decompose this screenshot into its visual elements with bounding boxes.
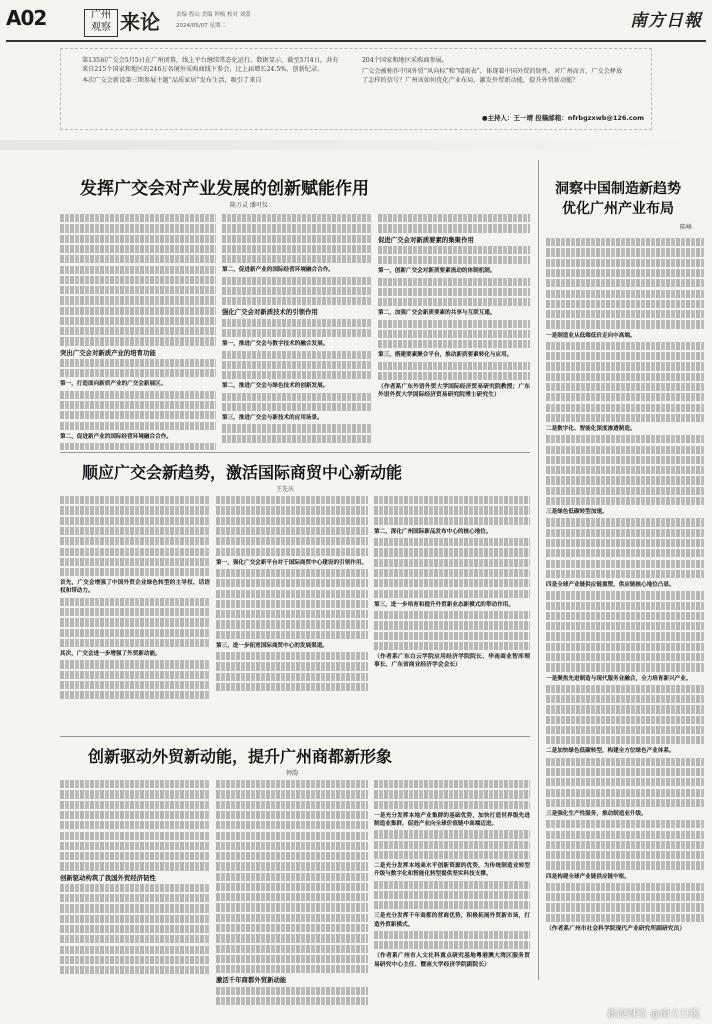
watermark: 新浪财经 @南方日报 <box>606 1009 700 1020</box>
section-category: 来论 <box>120 10 160 34</box>
sidebar-title-line1: 洞察中国制造新趋势 <box>555 181 681 197</box>
article2-byline: 王先庆 <box>276 486 295 493</box>
article-divider <box>60 736 530 737</box>
article2-point: 其次，广交会进一步增强了外贸新动能。 <box>60 651 161 658</box>
article3-subhead: 激活千年商都外贸新动能 <box>216 976 287 985</box>
article3-point: 一是充分发挥本地产业集群的基础优势，加快打造世界级先进制造业集群，促进产业向全球价值链中高端迈进。 <box>374 812 530 828</box>
article1-point: 第二，促进新产业的国际经营环境融合合作。 <box>222 267 334 274</box>
article1-point: 第一，创新广交会对新质要素流动的体制机制。 <box>378 268 496 275</box>
article1-point: 第三，搭建要素聚合平台，推动新质要素转化与应用。 <box>378 352 513 359</box>
header-rule <box>6 40 706 42</box>
article3-column-2 <box>216 778 368 1010</box>
article2-title: 顺应广交会新趋势，激活国际商贸中心新动能 <box>82 463 403 482</box>
article-divider <box>60 452 530 453</box>
section-box-label: 广州 观察 <box>91 10 111 33</box>
article1-point: 第二，推进广交会与绿色技术的创新发展。 <box>222 383 329 390</box>
page-header <box>0 0 712 44</box>
article1-point: 第一，推进广交会与数字技术的融合发展。 <box>222 341 329 348</box>
issue-date: 2024/05/07 星期二 <box>176 23 226 29</box>
article2-point: 第三，进一步培育和提升外贸新业态新模式的带动作用。 <box>374 601 514 608</box>
section-box <box>84 9 118 37</box>
article1-column-2 <box>222 212 372 450</box>
article3-point: 三是充分发挥千年商都的营商优势，积极拓展外贸新市场，打造外贸新模式。 <box>374 913 530 928</box>
sidebar-point: 二是数字化、智能化深度渗透制造。 <box>546 425 636 432</box>
article2-column-1 <box>60 494 210 732</box>
article1-title: 发挥广交会对产业发展的创新赋能作用 <box>80 179 369 199</box>
sidebar-title-line2: 优化广州产业布局 <box>562 201 674 217</box>
editor-credits: 责编 程山 美编 钟梳 校对 刘蕾 <box>176 12 251 18</box>
column-divider <box>538 160 539 980</box>
article2-point: 第三，进一步拓宽国际商贸中心的发展渠道。 <box>216 642 328 649</box>
article1-point: 第二，促进新产业的国际经营环境融合合作。 <box>60 433 172 440</box>
article3-author-note: （作者系广州市人文社科重点研究基地粤港澳大湾区服务贸易研究中心主任、暨南大学经济学院副院长） <box>374 953 530 968</box>
article3-point: 二是充分发挥本地高水平创新资源的优势，为传统制造业转型升级与数字化和智能化转型提供坚实科技支撑。 <box>374 863 530 878</box>
sidebar-point: 三是强化生产性服务，推动制造业升级。 <box>546 811 647 817</box>
article1-author-note: （作者系广东外语外贸大学国际经济贸易研究院教授；广东外语外贸大学国际经济贸易研究院博士研究生） <box>378 384 530 399</box>
sidebar-column <box>546 236 704 1011</box>
sidebar-author-note: （作者系广州市社会科学院现代产业研究所副研究员） <box>546 925 686 932</box>
sidebar-byline: 陈峰 <box>680 224 693 231</box>
editor-contact: ●主持人：王一靖 投稿邮箱：nfrbgzxwb@126.com <box>481 114 644 122</box>
sidebar-point: 二是加快绿色低碳转型，构建全方位绿色产业体系。 <box>546 748 675 755</box>
article1-subhead: 强化广交会对新质技术的引领作用 <box>222 308 318 317</box>
sidebar-point: 三是绿色低碳转型加速。 <box>546 509 608 516</box>
article2-author-note: （作者系广东白云学院应用经济学院院长、华南商业智库理事长、广东省商业经济学会会长） <box>374 654 530 669</box>
sidebar-point: 一是制造业从低端低价走向中高端。 <box>546 332 636 339</box>
sidebar-point: 四是构建全球产业链供应链中枢。 <box>546 873 630 880</box>
intro-paragraph: 广交会被称作中国外贸“风向标”和“晴雨表”，体现着中国外贸的韧性。对广州而言，广交会释放了怎样的信号？广州该如何优化产业布局、激发外贸新动能，提升外贸新动能？ <box>362 68 623 84</box>
intro-paragraph: 本次广交会新设第三期参展主题“品质家居”发布生活，吸引了来自 <box>82 77 262 84</box>
article1-column-1 <box>60 212 216 450</box>
article3-subhead: 创新驱动构筑了我国外贸经济韧性 <box>60 873 156 882</box>
article2-point: 首先，广交会增强了中国外贸企业绿色转型的主导权、话语权和带动力。 <box>60 580 210 595</box>
article3-column-3 <box>374 778 530 1010</box>
article1-byline: 陈万灵 潘可仪 <box>230 202 268 209</box>
intro-paragraph: 第135届广交会5月5日在广州闭幕，线上平台继续常态化运行。数据显示，截至5月4日，共有来自215个国家和地区的246万名境外采购商线下参会，比上届增长24.5%，创新纪录。 <box>82 57 339 73</box>
article3-column-1 <box>60 778 210 1010</box>
article3-byline: 钟韵 <box>286 770 299 777</box>
article1-subhead: 促进广交会对新质要素的集聚作用 <box>378 235 474 244</box>
article1-point: 第一，打造面向新质产业的广交会新展区。 <box>60 381 167 388</box>
article3-title: 创新驱动外贸新动能，提升广州商都新形象 <box>88 747 393 766</box>
intro-left-column <box>82 54 342 87</box>
article1-point: 第二，加强广交会新质要素的共享与互联互通。 <box>378 310 496 317</box>
sidebar-point: 一是聚焦先进制造与现代服务业融合，全力培育新兴产业。 <box>546 675 692 682</box>
intro-paragraph: 204个国家和地区采购商参展。 <box>362 57 449 64</box>
article2-point: 第二，深化广州国际新品发布中心的核心地位。 <box>374 528 492 535</box>
decorative-band <box>0 140 712 150</box>
article1-subhead: 突出广交会对新质产业的培育功能 <box>60 348 156 357</box>
article1-point: 第三，推进广交会与新技术的应用场景。 <box>222 415 323 422</box>
intro-right-column <box>362 54 628 87</box>
newspaper-masthead-logo: 南方日報 <box>630 11 702 31</box>
article2-column-2 <box>216 494 368 732</box>
article2-point: 第一，强化广交会新平台对于国际商贸中心建设的引领作用。 <box>216 559 368 566</box>
sidebar-point: 四是全球产业链供应链重塑，供应链核心地位凸显。 <box>546 582 675 589</box>
article2-column-3 <box>374 494 530 732</box>
article1-column-3 <box>378 212 530 450</box>
page-number: A02 <box>6 6 47 30</box>
